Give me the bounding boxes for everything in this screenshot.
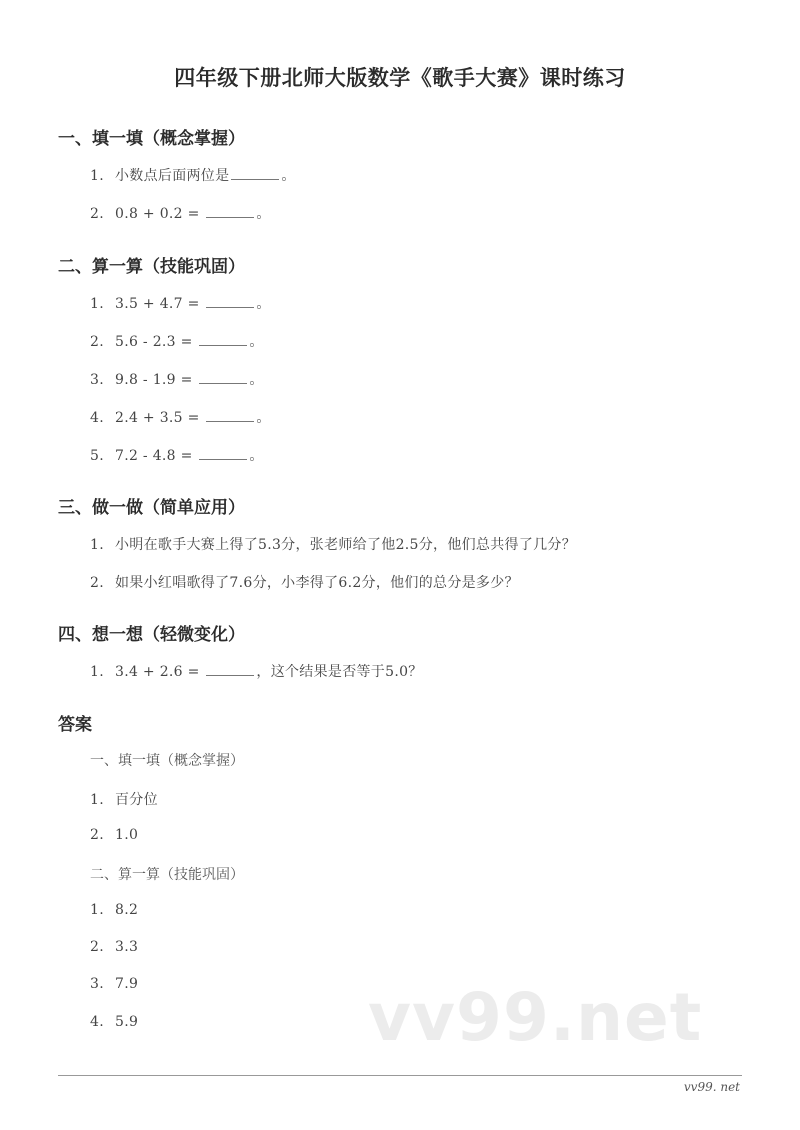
question-text: 小明在歌手大赛上得了5.3分，张老师给了他2.5分，他们总共得了几分？ — [115, 537, 577, 553]
question-item — [90, 572, 519, 592]
footer-divider — [58, 1075, 742, 1076]
question-text: 0.8 + 0.2 = — [115, 206, 205, 222]
answer-blank — [231, 167, 279, 180]
question-text: 2.4 + 3.5 = — [115, 410, 205, 426]
question-item — [90, 445, 264, 465]
page-title: 四年级下册北师大版数学《歌手大赛》课时练习 — [174, 66, 626, 90]
answer-text: 3.3 — [115, 939, 139, 955]
answer-item — [90, 827, 138, 843]
answer-blank — [199, 447, 247, 460]
question-number: 5. — [90, 448, 104, 464]
section-heading-think: 四、想一想（轻微变化） — [58, 625, 245, 645]
question-text: 9.8 - 1.9 = — [115, 372, 198, 388]
question-number: 2. — [90, 334, 104, 350]
answer-text: 百分位 — [115, 792, 158, 808]
answer-blank — [206, 205, 254, 218]
answer-blank — [199, 333, 247, 346]
question-item — [90, 407, 271, 427]
answer-item — [90, 1014, 138, 1030]
answer-number: 2. — [90, 827, 104, 843]
answer-group-heading: 二、算一算（技能巩固） — [90, 867, 244, 883]
question-text: 3.5 + 4.7 = — [115, 296, 205, 312]
answer-blank — [206, 409, 254, 422]
question-tail: 。 — [256, 296, 271, 312]
section-heading-apply: 三、做一做（简单应用） — [58, 498, 245, 518]
answer-group-heading: 一、填一填（概念掌握） — [90, 753, 244, 769]
section-heading-fill-in: 一、填一填（概念掌握） — [58, 129, 245, 149]
question-item — [90, 534, 576, 554]
question-number: 2. — [90, 206, 104, 222]
question-item — [90, 293, 271, 313]
watermark: vv99.net — [368, 979, 703, 1056]
question-item — [90, 331, 264, 351]
answer-blank — [206, 295, 254, 308]
question-tail: ，这个结果是否等于5.0？ — [256, 664, 423, 680]
answer-number: 4. — [90, 1014, 104, 1030]
question-text: 小数点后面两位是 — [115, 168, 230, 184]
question-text: 7.2 - 4.8 = — [115, 448, 198, 464]
question-tail: 。 — [281, 168, 296, 184]
question-item — [90, 369, 264, 389]
question-number: 4. — [90, 410, 104, 426]
answer-number: 2. — [90, 939, 104, 955]
question-text: 如果小红唱歌得了7.6分，小李得了6.2分，他们的总分是多少？ — [115, 575, 519, 591]
question-tail: 。 — [256, 410, 271, 426]
question-tail: 。 — [249, 448, 264, 464]
question-text: 3.4 + 2.6 = — [115, 664, 205, 680]
answer-item — [90, 939, 138, 955]
question-number: 2. — [90, 575, 104, 591]
answers-heading: 答案 — [58, 715, 92, 735]
answer-number: 1. — [90, 902, 104, 918]
question-number: 1. — [90, 296, 104, 312]
question-tail: 。 — [256, 206, 271, 222]
question-number: 3. — [90, 372, 104, 388]
question-item — [90, 165, 296, 185]
question-tail: 。 — [249, 372, 264, 388]
answer-blank — [199, 371, 247, 384]
answer-text: 7.9 — [115, 976, 139, 992]
question-text: 5.6 - 2.3 = — [115, 334, 198, 350]
answer-text: 5.9 — [115, 1014, 139, 1030]
footer-site-label: vv99. net — [683, 1080, 740, 1094]
answer-item — [90, 902, 138, 918]
answer-text: 8.2 — [115, 902, 139, 918]
answer-text: 1.0 — [115, 827, 139, 843]
question-item — [90, 661, 423, 681]
answer-blank — [206, 663, 254, 676]
question-number: 1. — [90, 664, 104, 680]
answer-item — [90, 976, 138, 992]
question-tail: 。 — [249, 334, 264, 350]
question-item — [90, 203, 271, 223]
question-number: 1. — [90, 168, 104, 184]
question-number: 1. — [90, 537, 104, 553]
answer-number: 1. — [90, 792, 104, 808]
section-heading-calculate: 二、算一算（技能巩固） — [58, 257, 245, 277]
answer-item — [90, 789, 158, 809]
answer-number: 3. — [90, 976, 104, 992]
